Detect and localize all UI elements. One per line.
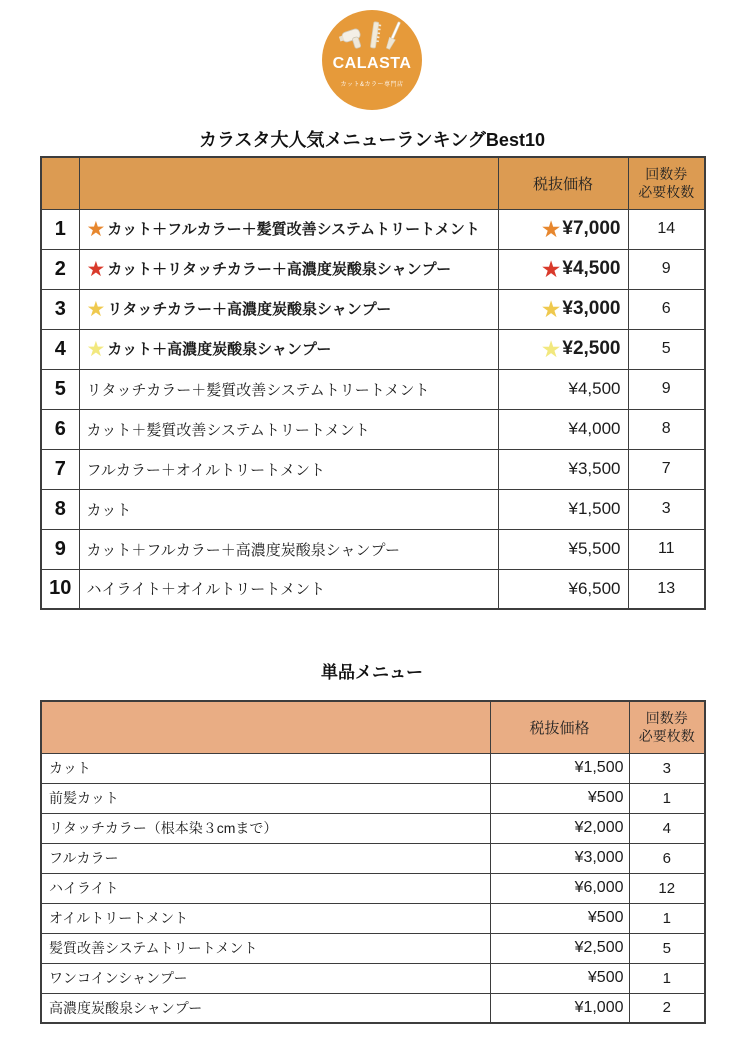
menu-name: ワンコインシャンプー (41, 963, 490, 993)
logo-tagline-text: カット&カラー専門店 (340, 81, 404, 88)
price-cell: ¥500 (490, 903, 629, 933)
tickets-count: 6 (629, 843, 705, 873)
tickets-count: 1 (629, 903, 705, 933)
price-cell: ¥3,500 (498, 449, 628, 489)
price-cell: ¥500 (490, 783, 629, 813)
rank-number: 2 (41, 249, 79, 289)
calasta-logo (322, 10, 422, 110)
tickets-count: 1 (629, 963, 705, 993)
tickets-count: 12 (629, 873, 705, 903)
star-icon: ★ (86, 338, 106, 361)
tickets-count: 9 (628, 249, 705, 289)
tickets-count: 1 (629, 783, 705, 813)
rank-number: 10 (41, 569, 79, 609)
single-header-price: 税抜価格 (490, 701, 629, 753)
menu-name: フルカラー＋オイルトリートメント (79, 449, 498, 489)
tickets-header-line2: 必要枚数 (638, 184, 695, 201)
single-header-tickets (629, 701, 705, 753)
price-text: ¥3,000 (562, 297, 621, 319)
star-icon: ★ (540, 295, 562, 322)
tickets-header-line1: 回数券 (645, 710, 688, 727)
price-cell: ¥6,500 (498, 569, 628, 609)
tickets-count: 13 (628, 569, 705, 609)
single-row-1 (41, 753, 705, 783)
ranking-row-4 (41, 329, 705, 369)
ranking-row-5 (41, 369, 705, 409)
ranking-row-2 (41, 249, 705, 289)
menu-name: カット (79, 489, 498, 529)
tickets-count: 11 (628, 529, 705, 569)
price-text: ¥2,500 (562, 337, 621, 359)
price-cell: ¥6,000 (490, 873, 629, 903)
single-row-7 (41, 933, 705, 963)
star-icon: ★ (86, 218, 106, 241)
single-menu-title: 単品メニュー (321, 663, 423, 682)
menu-name (79, 249, 498, 289)
ranking-header-tickets (628, 157, 705, 209)
tickets-count: 5 (628, 329, 705, 369)
ranking-header-menu-cell (79, 157, 498, 209)
ranking-header-row (41, 157, 705, 209)
price-cell: ¥5,500 (498, 529, 628, 569)
ranking-row-1 (41, 209, 705, 249)
tickets-count: 3 (628, 489, 705, 529)
menu-name: オイルトリートメント (41, 903, 490, 933)
ranking-header-price: 税抜価格 (498, 157, 628, 209)
tickets-count: 2 (629, 993, 705, 1023)
price-cell (498, 249, 628, 289)
rank-number: 8 (41, 489, 79, 529)
star-icon: ★ (540, 255, 562, 282)
menu-text: カット＋リタッチカラー＋高濃度炭酸泉シャンプー (107, 261, 452, 278)
single-row-6 (41, 903, 705, 933)
single-header-row (41, 701, 705, 753)
tickets-count: 9 (628, 369, 705, 409)
rank-number: 3 (41, 289, 79, 329)
rank-number: 7 (41, 449, 79, 489)
menu-name: ハイライト (41, 873, 490, 903)
single-row-9 (41, 993, 705, 1023)
tickets-count: 5 (629, 933, 705, 963)
menu-name (79, 209, 498, 249)
tickets-count: 14 (628, 209, 705, 249)
menu-name: カット＋フルカラー＋高濃度炭酸泉シャンプー (79, 529, 498, 569)
tickets-count: 3 (629, 753, 705, 783)
ranking-row-6 (41, 409, 705, 449)
logo-brand-text: CALASTA (332, 55, 412, 72)
menu-text: リタッチカラー＋高濃度炭酸泉シャンプー (107, 301, 392, 318)
price-cell: ¥2,000 (490, 813, 629, 843)
menu-name: リタッチカラー＋髪質改善システムトリートメント (79, 369, 498, 409)
ranking-title: カラスタ大人気メニューランキングBest10 (199, 130, 545, 150)
ranking-row-7 (41, 449, 705, 489)
menu-name: 前髪カット (41, 783, 490, 813)
price-cell: ¥500 (490, 963, 629, 993)
ranking-row-9 (41, 529, 705, 569)
single-row-4 (41, 843, 705, 873)
rank-number: 9 (41, 529, 79, 569)
star-icon: ★ (86, 258, 106, 281)
menu-name: フルカラー (41, 843, 490, 873)
tickets-count: 6 (628, 289, 705, 329)
ranking-header-rank-cell (41, 157, 79, 209)
ranking-table (40, 156, 706, 610)
rank-number: 5 (41, 369, 79, 409)
rank-number: 4 (41, 329, 79, 369)
menu-name: ハイライト＋オイルトリートメント (79, 569, 498, 609)
rank-number: 6 (41, 409, 79, 449)
price-cell: ¥2,500 (490, 933, 629, 963)
single-menu-table (40, 700, 706, 1024)
tickets-count: 7 (628, 449, 705, 489)
price-text: ¥4,500 (562, 257, 621, 279)
price-cell: ¥3,000 (490, 843, 629, 873)
menu-name: カット＋髪質改善システムトリートメント (79, 409, 498, 449)
price-cell (498, 329, 628, 369)
menu-text: カット＋高濃度炭酸泉シャンプー (107, 341, 332, 358)
menu-name: 高濃度炭酸泉シャンプー (41, 993, 490, 1023)
menu-name (79, 329, 498, 369)
tickets-count: 4 (629, 813, 705, 843)
price-cell: ¥4,500 (498, 369, 628, 409)
price-text: ¥7,000 (562, 217, 621, 239)
menu-name (79, 289, 498, 329)
menu-name: カット (41, 753, 490, 783)
price-cell: ¥4,000 (498, 409, 628, 449)
price-cell: ¥1,000 (490, 993, 629, 1023)
menu-name: リタッチカラー（根本染３cmまで） (41, 813, 490, 843)
price-cell: ¥1,500 (490, 753, 629, 783)
tickets-header-line1: 回数券 (645, 166, 688, 183)
salon-tools-icon (339, 20, 405, 54)
star-icon: ★ (86, 298, 106, 321)
star-icon: ★ (540, 335, 562, 362)
tickets-header-line2: 必要枚数 (638, 728, 695, 745)
ranking-row-3 (41, 289, 705, 329)
price-cell: ¥1,500 (498, 489, 628, 529)
menu-name: 髪質改善システムトリートメント (41, 933, 490, 963)
single-row-8 (41, 963, 705, 993)
single-row-2 (41, 783, 705, 813)
ranking-row-10 (41, 569, 705, 609)
single-row-5 (41, 873, 705, 903)
star-icon: ★ (540, 215, 562, 242)
menu-text: カット＋フルカラー＋髪質改善システムトリートメント (107, 221, 480, 238)
price-cell (498, 289, 628, 329)
single-row-3 (41, 813, 705, 843)
single-header-menu-cell (41, 701, 490, 753)
tickets-count: 8 (628, 409, 705, 449)
rank-number: 1 (41, 209, 79, 249)
ranking-row-8 (41, 489, 705, 529)
price-cell (498, 209, 628, 249)
